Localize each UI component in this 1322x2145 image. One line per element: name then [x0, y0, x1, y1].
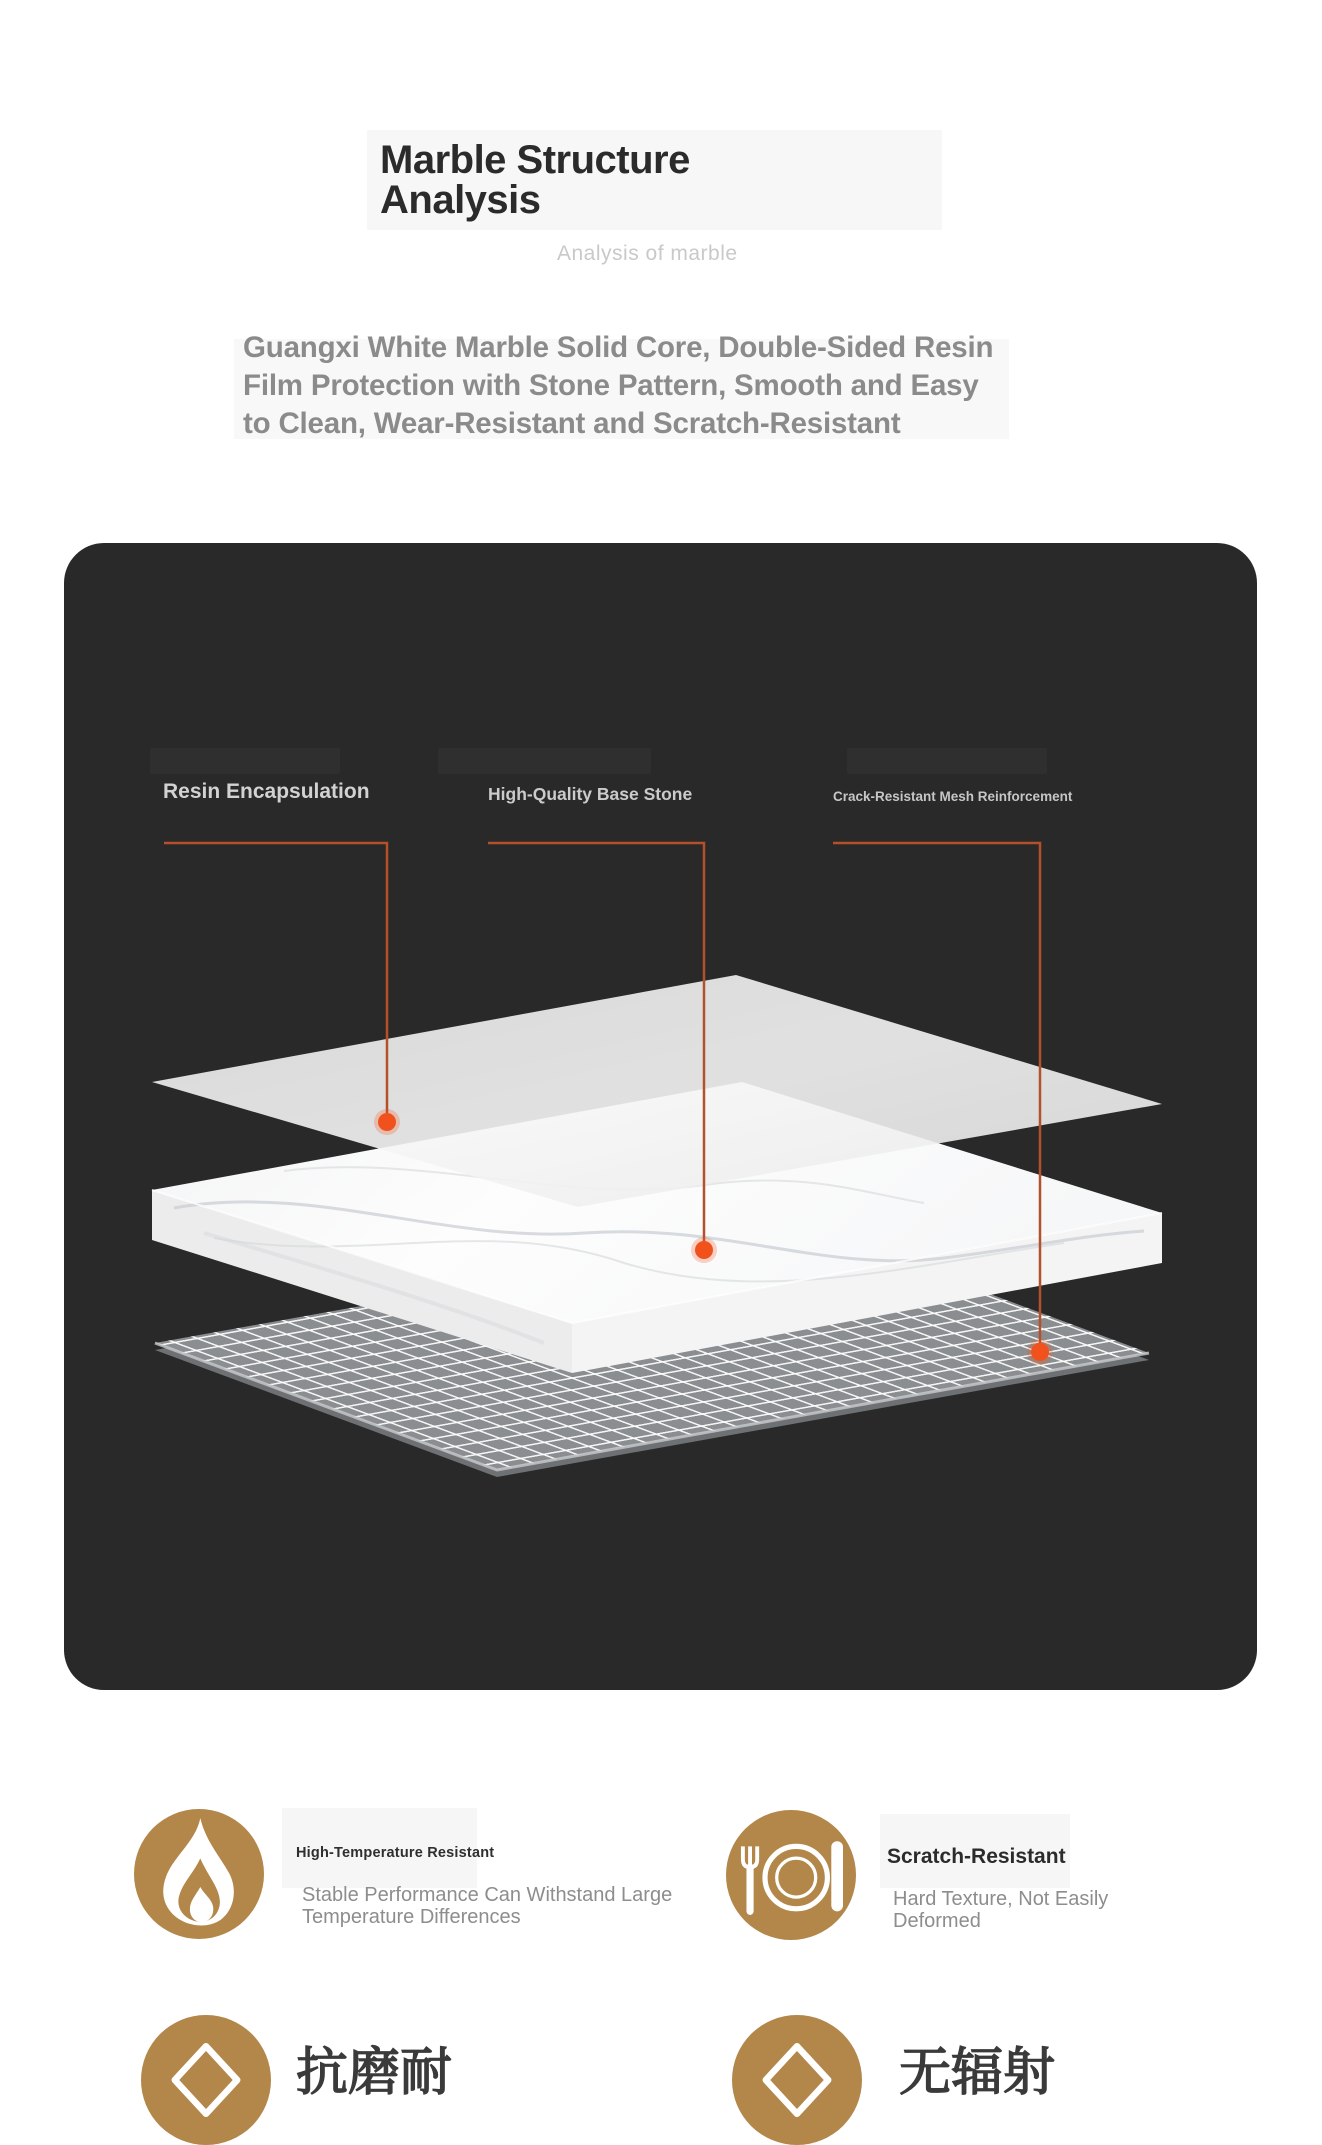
layer-label-marble-core: High-Quality Base Stone [488, 784, 693, 804]
diamond-icon [732, 2015, 862, 2145]
flame-icon [134, 1809, 264, 1939]
partial-feature-label-radiation-free: 无辐射 [899, 2044, 1056, 2102]
marker-dot-mesh [1031, 1343, 1049, 1361]
page-title-line1: Marble Structure [380, 138, 690, 182]
description-line: to Clean, Wear-Resistant and Scratch-Resistant [243, 407, 901, 440]
tableware-icon [726, 1810, 856, 1940]
feature-title-high-temperature: High-Temperature Resistant [296, 1845, 495, 1861]
description-line: Guangxi White Marble Solid Core, Double-Sided Resin [243, 331, 994, 364]
page-title-line2: Analysis [380, 178, 541, 222]
description-line: Film Protection with Stone Pattern, Smooth and Easy [243, 369, 979, 402]
layer-label-resin-film: Resin Encapsulation [163, 780, 370, 803]
feature-description [893, 1888, 1108, 1932]
feature-description-line: Deformed [893, 1910, 981, 1932]
layer-label-mesh: Crack-Resistant Mesh Reinforcement [833, 789, 1073, 804]
feature-description-line: Stable Performance Can Withstand Large [302, 1884, 673, 1906]
marker-dot-marble-core [695, 1241, 713, 1259]
page-title [380, 140, 690, 220]
feature-description-line: Hard Texture, Not Easily [893, 1888, 1109, 1910]
feature-description [302, 1884, 672, 1928]
partial-feature-label-abrasion: 抗磨耐 [296, 2044, 453, 2102]
structure-panel [64, 543, 1257, 1690]
feature-title-scratch-resistant: Scratch-Resistant [887, 1845, 1066, 1868]
diamond-icon [141, 2015, 271, 2145]
marker-dot-resin-film [378, 1113, 396, 1131]
feature-description-line: Temperature Differences [302, 1906, 521, 1928]
page-subtitle: Analysis of marble [557, 242, 738, 265]
description-paragraph [243, 329, 993, 443]
exploded-layers-diagram [64, 543, 1257, 1690]
